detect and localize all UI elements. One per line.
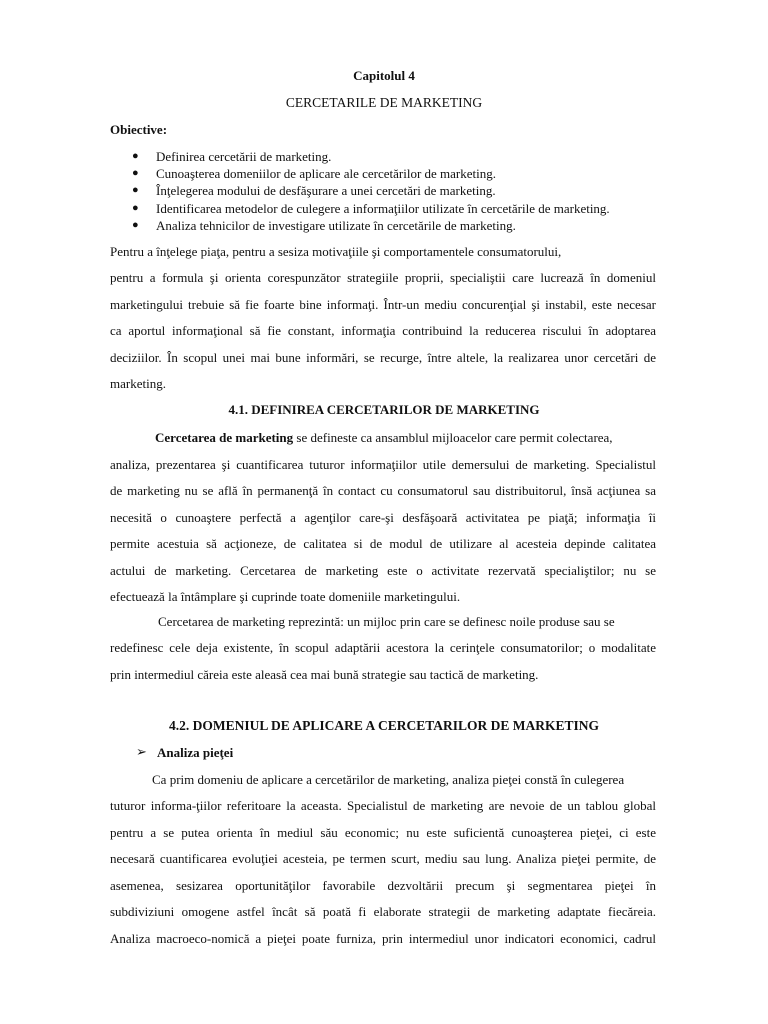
subsection-heading: Analiza pieţei [157,745,234,760]
paragraph-line: deciziilor. În scopul unei mai bune informări, se recurge, între altele, la realizarea unor cercetări de [110,350,656,365]
paragraph-line: pentru a formula şi orienta corespunzător strategiile proprii, specialiştii care lucrează în domeniul [110,270,656,285]
paragraph-line: analiza, prezentarea şi cuantificarea tuturor informaţiilor utile demersului de marketing. Specialistul [110,457,656,472]
chapter-title: CERCETARILE DE MARKETING [285,95,483,110]
paragraph-line: Pentru a înţelege piaţa, pentru a sesiza motivaţiile şi comportamentele consumatorului, [110,244,562,259]
paragraph-line: prin intermediul căreia este aleasă cea mai bună strategie sau tactică de marketing. [110,667,539,682]
paragraph-text: se defineste ca ansamblul mijloacelor care permit colectarea, [293,430,613,445]
bullet-icon: ● [132,202,139,214]
paragraph-line [155,430,613,446]
paragraph-line: tuturor informa-ţiilor referitoare la aceasta. Specialistul de marketing are nevoie de un tablou global [110,798,656,813]
paragraph-line: ca aportul informaţional să fie constant, informaţia contribuind la reducerea riscului în adoptarea [110,323,656,338]
paragraph-line: necesită o cunoaştere perfectă a agenţilor care-şi desfăşoară activitatea pe piaţă; informaţia îi [110,510,656,525]
list-item: Cunoaşterea domeniilor de aplicare ale cercetărilor de marketing. [156,166,496,181]
chapter-number: Capitolul 4 [353,68,415,83]
paragraph-line: asemenea, sesizarea oportunităţilor favorabile dezvoltării precum şi segmentarea pieţei în [110,878,656,893]
paragraph-line: subdiviziuni omogene astfel încât să poată fi elaborate strategii de marketing adaptate fiecăreia. [110,904,656,919]
paragraph-line: efectuează la întâmplare şi cuprinde toate domeniile marketingului. [110,589,461,604]
paragraph-line: permite acestuia să acţioneze, de calitatea si de modul de utilizare al acesteia depinde calitatea [110,536,656,551]
paragraph-line: marketing. [110,376,166,391]
bullet-icon: ● [132,184,139,196]
paragraph-line: Analiza macroeco-nomică a pieţei poate furniza, prin intermediul unor indicatori economici, cadrul [110,931,656,946]
paragraph-line: necesară cuantificarea evoluţiei acesteia, pe termen scurt, mediu sau lung. Analiza pieţei permite, de [110,851,656,866]
list-item: Identificarea metodelor de culegere a informaţiilor utilizate în cercetările de marketing. [156,201,610,216]
list-item: Analiza tehnicilor de investigare utilizate în cercetările de marketing. [156,218,516,233]
section-heading: 4.2. DOMENIUL DE APLICARE A CERCETARILOR DE MARKETING [169,718,599,733]
paragraph-line: Ca prim domeniu de aplicare a cercetărilor de marketing, analiza pieţei constă în culegerea [152,772,625,787]
bullet-icon: ● [132,150,139,162]
term-highlight: Cercetarea de marketing [155,430,294,445]
paragraph-line: marketingului trebuie să fie foarte bine informaţi. Într-un mediu concurenţial şi instabil, este necesar [110,297,656,312]
list-item: Înţelegerea modului de desfăşurare a unei cercetări de marketing. [156,183,496,198]
section-heading: 4.1. DEFINIREA CERCETARILOR DE MARKETING [228,402,540,417]
objectives-label: Obiective: [110,122,168,137]
paragraph-line: de marketing nu se află în permanenţă în contact cu consumatorul sau distribuitorul, însă acţiunea sa [110,483,656,498]
bullet-icon: ● [132,167,139,179]
paragraph-line: Cercetarea de marketing reprezintă: un mijloc prin care se definesc noile produse sau se [158,614,615,629]
arrow-bullet-icon: ➢ [136,744,147,759]
bullet-icon: ● [132,219,139,231]
paragraph-line: pentru a se putea orienta în mediul său economic; nu este suficientă cunoaşterea pieţei, ci este [110,825,656,840]
paragraph-line: actului de marketing. Cercetarea de marketing este o activitate rezervată specialiştilor; nu se [110,563,656,578]
list-item: Definirea cercetării de marketing. [156,149,332,164]
paragraph-line: redefinesc cele deja existente, în scopul adaptării acestora la cerinţele consumatorilor; o modalitate [110,640,656,655]
